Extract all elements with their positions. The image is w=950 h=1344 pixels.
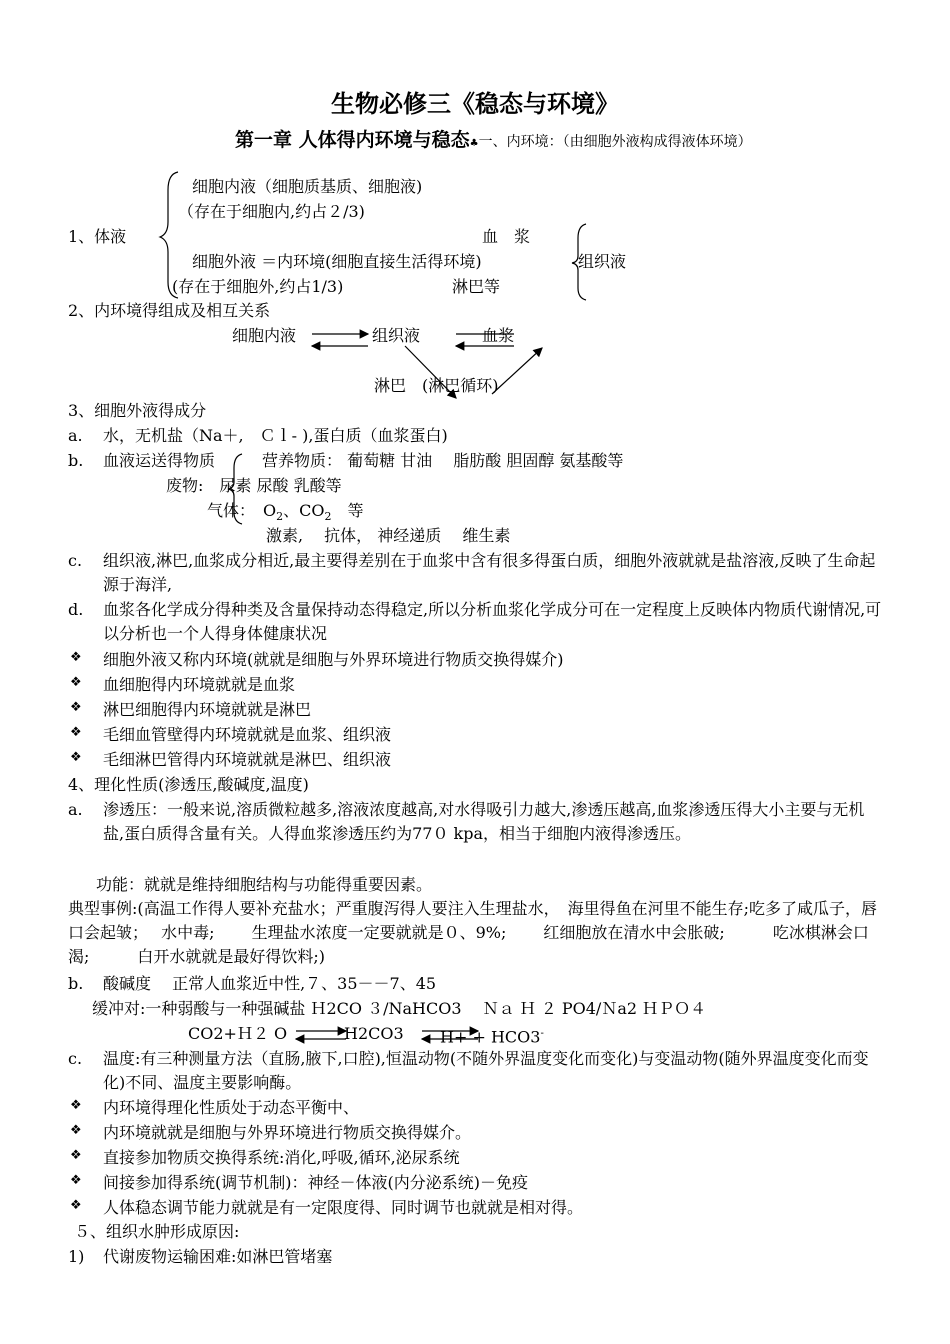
bullet-text: 内环境就就是细胞与外界环境进行物质交换得媒介。 bbox=[103, 1123, 472, 1142]
item-mark: b. bbox=[68, 451, 84, 470]
osmotic-pressure-text: 渗透压：一般来说,溶质微粒越多,溶液浓度越高,对水得吸引力越大,渗透压越高,血浆渗透压得大小主要与无机盐,蛋白质得含量有关。人得血浆渗透压约为77０ kpa，相当于细胞内液得渗透压。 bbox=[103, 800, 865, 843]
bullet-text: 毛细血管壁得内环境就就是血浆、组织液 bbox=[103, 725, 392, 744]
brace-blood-substances bbox=[228, 454, 242, 524]
bullet-diamond-icon: ❖ bbox=[70, 1123, 82, 1138]
chapter-title: 第一章 人体得内环境与稳态 bbox=[235, 129, 470, 151]
other-substances-text: 激素, 抗体， 神经递质 维生素 bbox=[266, 526, 511, 545]
item-mark: c. bbox=[68, 1049, 83, 1068]
nutrients-text: 营养物质： 葡萄糖 甘油 脂肪酸 胆固醇 氨基酸等 bbox=[262, 451, 624, 470]
bullet-diamond-icon: ❖ bbox=[70, 700, 82, 715]
item-a-text: 水，无机盐（Na＋, Ｃｌ- ),蛋白质（血浆蛋白) bbox=[103, 426, 448, 445]
item-mark: c. bbox=[68, 551, 83, 570]
bullet-diamond-icon: ❖ bbox=[70, 1098, 82, 1113]
bullet-text: 淋巴细胞得内环境就就是淋巴 bbox=[103, 700, 312, 719]
section-5-heading: ５、组织水肿形成原因: bbox=[74, 1222, 240, 1241]
equation-ions: H+ + HCO3- bbox=[440, 1027, 544, 1047]
plasma-label: 血 浆 bbox=[482, 227, 531, 246]
body-fluid-label: 1、体液 bbox=[68, 227, 127, 246]
section-2-heading: 2、内环境得组成及相互关系 bbox=[68, 301, 271, 320]
lymph-label: 淋巴等 bbox=[452, 277, 501, 296]
extracellular-note: (存在于细胞外,约占1/3) bbox=[172, 277, 344, 296]
blood-transport-label: 血液运送得物质 bbox=[103, 451, 216, 470]
chapter-subheading: 一、内环境：（由细胞外液构成得液体环境） bbox=[478, 134, 752, 150]
intracellular-fluid: 细胞内液（细胞质基质、细胞液) bbox=[192, 177, 423, 196]
bullet-diamond-icon: ❖ bbox=[70, 675, 82, 690]
item-d-text: 血浆各化学成分得种类及含量保持动态得稳定,所以分析血浆化学成分可在一定程度上反映体内物质代谢情况,可以分析也一个人得身体健康状况 bbox=[103, 600, 882, 643]
bullet-text: 直接参加物质交换得系统:消化,呼吸,循环,泌尿系统 bbox=[103, 1148, 460, 1167]
item-mark: d. bbox=[68, 600, 84, 619]
function-text: 功能：就就是维持细胞结构与功能得重要因素。 bbox=[96, 875, 433, 894]
section-4-heading: 4、理化性质(渗透压,酸碱度,温度) bbox=[68, 775, 309, 794]
bullet-text: 间接参加得系统(调节机制)：神经－体液(内分泌系统)－免疫 bbox=[103, 1173, 528, 1192]
item-1-text: 代谢废物运输困难:如淋巴管堵塞 bbox=[103, 1247, 333, 1266]
item-mark: a. bbox=[68, 800, 83, 819]
bullet-diamond-icon: ❖ bbox=[70, 1198, 82, 1213]
document-title: 生物必修三《稳态与环境》 bbox=[331, 90, 619, 118]
bullet-diamond-icon: ❖ bbox=[70, 1148, 82, 1163]
brace-body-fluid bbox=[160, 172, 178, 298]
brace-extracellular bbox=[572, 224, 586, 300]
node-plasma: 血浆 bbox=[482, 326, 515, 345]
bullet-text: 细胞外液又称内环境(就就是细胞与外界环境进行物质交换得媒介) bbox=[103, 650, 564, 669]
bullet-text: 血细胞得内环境就就是血浆 bbox=[103, 675, 296, 694]
node-lymph: 淋巴 (淋巴循环) bbox=[374, 376, 499, 395]
node-tissue-fluid: 组织液 bbox=[372, 326, 421, 345]
item-mark: 1) bbox=[68, 1247, 85, 1266]
typical-examples: 典型事例:(高温工作得人要补充盐水；严重腹泻得人要注入生理盐水， 海里得鱼在河里不能生存;吃多了咸瓜子，唇口会起皱； 水中毒; 生理盐水浓度一定要就就是０、9%; 红细胞放在清水中会胀破; 吃冰棋淋会口渴; 白开水就就是最好得饮料;) bbox=[68, 899, 878, 966]
temperature-text: 温度:有三种测量方法（直肠,腋下,口腔),恒温动物(不随外界温度变化而变化)与变温动物(随外界温度变化而变化)不同、温度主要影响酶。 bbox=[103, 1049, 869, 1092]
bullet-diamond-icon: ❖ bbox=[70, 725, 82, 740]
bullet-text: 毛细淋巴管得内环境就就是淋巴、组织液 bbox=[103, 750, 392, 769]
equation-co2-water: CO2+Ｈ２ O bbox=[188, 1024, 288, 1043]
item-c-text: 组织液,淋巴,血浆成分相近,最主要得差别在于血浆中含有很多得蛋白质，细胞外液就就是盐溶液,反映了生命起源于海洋, bbox=[103, 551, 876, 594]
ph-text: 酸碱度 正常人血浆近中性,７、35－－7、45 bbox=[103, 974, 437, 993]
item-mark: b. bbox=[68, 974, 84, 993]
node-intracellular: 细胞内液 bbox=[232, 326, 297, 345]
chapter-mark-icon: ♣ bbox=[469, 138, 479, 149]
bullet-text: 人体稳态调节能力就就是有一定限度得、同时调节也就就是相对得。 bbox=[103, 1198, 584, 1217]
bullet-text: 内环境得理化性质处于动态平衡中、 bbox=[103, 1098, 360, 1117]
item-mark: a. bbox=[68, 426, 83, 445]
bullet-diamond-icon: ❖ bbox=[70, 650, 82, 665]
bullet-diamond-icon: ❖ bbox=[70, 750, 82, 765]
section-3-heading: 3、细胞外液得成分 bbox=[68, 401, 207, 420]
bullet-diamond-icon: ❖ bbox=[70, 1173, 82, 1188]
waste-text: 废物: 尿素 尿酸 乳酸等 bbox=[166, 476, 342, 495]
equation-carbonic-acid: H2CO3 bbox=[344, 1024, 404, 1043]
extracellular-fluid: 细胞外液 ＝内环境(细胞直接生活得环境) bbox=[192, 252, 482, 271]
buffer-pair-text: 缓冲对:一种弱酸与一种强碱盐 Ｈ2CO ３/NaHCO3 Ｎａ Ｈ ２ PO4/Ｎa2 ＨＰＯ４ bbox=[92, 999, 707, 1018]
arrow-lymph-to-plasma bbox=[492, 348, 542, 394]
gas-text: 气体： $O_2$、$CO_2$ 等 bbox=[207, 501, 364, 524]
tissue-fluid-label: 组织液 bbox=[578, 252, 627, 271]
arrow-tissue-to-lymph bbox=[405, 346, 456, 398]
intracellular-note: （存在于细胞内,约占２/3) bbox=[178, 202, 365, 221]
